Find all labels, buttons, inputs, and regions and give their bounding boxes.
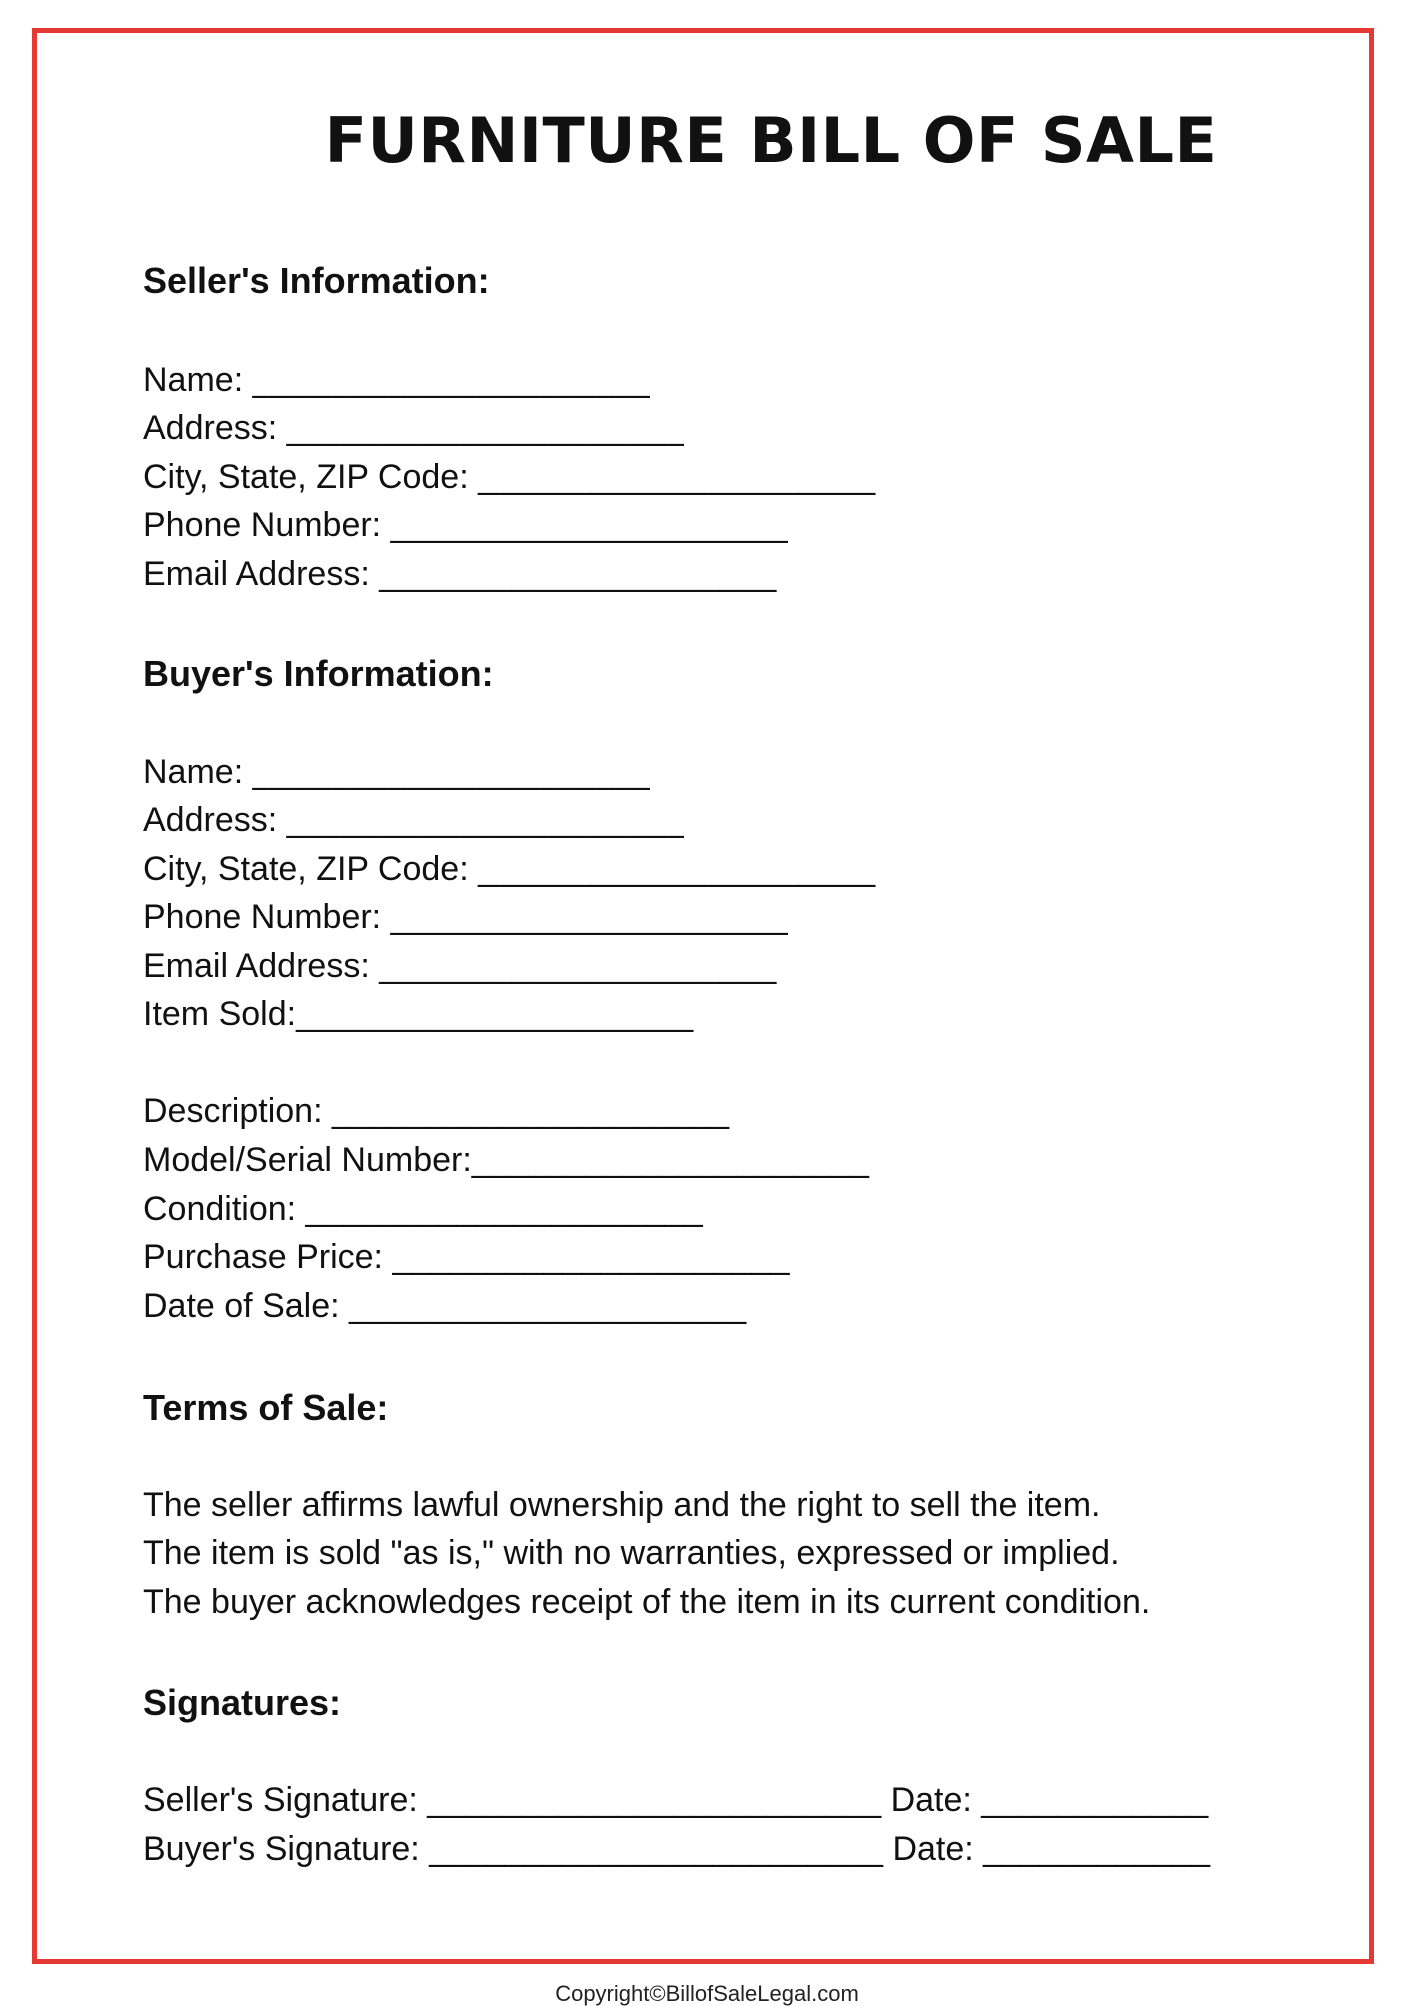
date-of-sale-field[interactable]: Date of Sale: _____________________: [143, 1287, 747, 1325]
purchase-price-field[interactable]: Purchase Price: _____________________: [143, 1238, 790, 1276]
buyer-phone-field[interactable]: Phone Number: _____________________: [143, 898, 788, 936]
condition-field[interactable]: Condition: _____________________: [143, 1190, 703, 1228]
signatures-heading: Signatures:: [143, 1682, 342, 1723]
terms-line-ownership: The seller affirms lawful ownership and the right to sell the item.: [143, 1486, 1101, 1524]
description-field[interactable]: Description: _____________________: [143, 1092, 730, 1130]
seller-phone-field[interactable]: Phone Number: _____________________: [143, 506, 788, 544]
seller-email-field[interactable]: Email Address: _____________________: [143, 555, 777, 593]
buyer-heading: Buyer's Information:: [143, 653, 494, 694]
terms-line-receipt: The buyer acknowledges receipt of the item in its current condition.: [143, 1583, 1151, 1621]
buyer-name-field[interactable]: Name: _____________________: [143, 753, 650, 791]
model-serial-field[interactable]: Model/Serial Number:_____________________: [143, 1141, 869, 1179]
terms-line-as-is: The item is sold "as is," with no warranties, expressed or implied.: [143, 1534, 1120, 1572]
seller-address-field[interactable]: Address: _____________________: [143, 409, 684, 447]
buyer-email-field[interactable]: Email Address: _____________________: [143, 947, 777, 985]
seller-signature-field[interactable]: Seller's Signature: ________________________ Date: ____________: [143, 1781, 1209, 1819]
terms-heading: Terms of Sale:: [143, 1387, 389, 1428]
buyer-city-state-zip-field[interactable]: City, State, ZIP Code: _____________________: [143, 850, 876, 888]
seller-name-field[interactable]: Name: _____________________: [143, 361, 650, 399]
seller-city-state-zip-field[interactable]: City, State, ZIP Code: _____________________: [143, 458, 876, 496]
item-sold-field[interactable]: Item Sold:_____________________: [143, 995, 694, 1033]
copyright-footer: Copyright©BillofSaleLegal.com: [555, 1981, 859, 2006]
document-title: FURNITURE BILL OF SALE: [324, 104, 1218, 177]
buyer-address-field[interactable]: Address: _____________________: [143, 801, 684, 839]
buyer-signature-field[interactable]: Buyer's Signature: ________________________ Date: ____________: [143, 1830, 1211, 1868]
seller-heading: Seller's Information:: [143, 260, 490, 301]
